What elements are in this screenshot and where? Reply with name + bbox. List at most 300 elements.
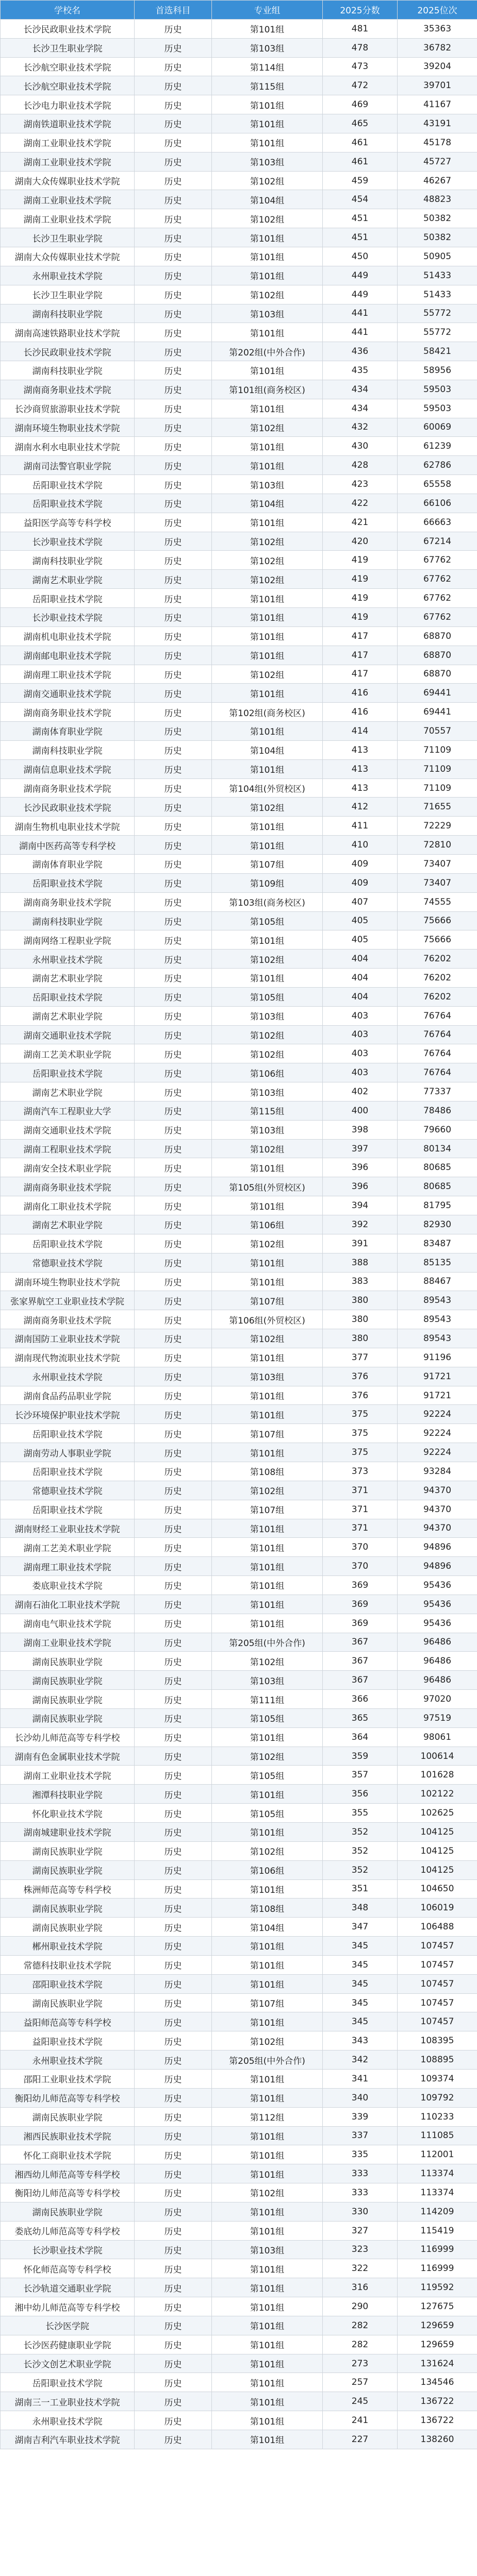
cell-score: 413 [323, 740, 398, 759]
cell-school: 湘中幼儿师范高等专科学校 [1, 2297, 135, 2316]
cell-school: 湖南三一工业职业技术学院 [1, 2392, 135, 2411]
cell-subject: 历史 [135, 2145, 212, 2164]
cell-score: 419 [323, 551, 398, 570]
cell-group: 第205组(中外合作) [212, 2050, 323, 2070]
cell-subject: 历史 [135, 2316, 212, 2335]
cell-subject: 历史 [135, 1424, 212, 1443]
cell-group: 第101组 [212, 1823, 323, 1842]
cell-subject: 历史 [135, 475, 212, 494]
cell-rank: 102625 [398, 1804, 477, 1823]
cell-school: 湖南工程职业技术学院 [1, 1139, 135, 1158]
cell-score: 417 [323, 646, 398, 665]
table-row [1, 2392, 477, 2411]
cell-rank: 65558 [398, 475, 477, 494]
cell-group: 第103组 [212, 152, 323, 171]
cell-group: 第101组 [212, 2411, 323, 2430]
cell-score: 441 [323, 323, 398, 342]
cell-subject: 历史 [135, 1899, 212, 1918]
cell-subject: 历史 [135, 551, 212, 570]
cell-rank: 95436 [398, 1614, 477, 1633]
cell-school: 长沙职业技术学院 [1, 2240, 135, 2259]
cell-school: 长沙航空职业技术学院 [1, 76, 135, 95]
cell-score: 454 [323, 190, 398, 209]
cell-group: 第101组 [212, 2012, 323, 2031]
cell-subject: 历史 [135, 323, 212, 342]
cell-rank: 67762 [398, 608, 477, 627]
cell-rank: 78486 [398, 1101, 477, 1120]
cell-group: 第101组 [212, 228, 323, 247]
cell-subject: 历史 [135, 1272, 212, 1291]
cell-school: 湖南科技职业学院 [1, 551, 135, 570]
cell-group: 第101组 [212, 437, 323, 456]
cell-group: 第101组 [212, 1519, 323, 1538]
table-row [1, 1557, 477, 1576]
cell-school: 张家界航空工业职业技术学院 [1, 1291, 135, 1310]
cell-school: 湖南商务职业技术学院 [1, 1310, 135, 1329]
table-row [1, 2373, 477, 2392]
cell-school: 湖南理工职业技术学院 [1, 1557, 135, 1576]
cell-school: 岳阳职业技术学院 [1, 1424, 135, 1443]
cell-score: 449 [323, 285, 398, 304]
cell-rank: 72810 [398, 836, 477, 855]
cell-score: 375 [323, 1405, 398, 1424]
cell-subject: 历史 [135, 19, 212, 38]
cell-score: 373 [323, 1462, 398, 1481]
cell-rank: 67762 [398, 570, 477, 589]
cell-subject: 历史 [135, 2411, 212, 2430]
cell-group: 第105组 [212, 911, 323, 930]
cell-subject: 历史 [135, 361, 212, 380]
cell-group: 第101组 [212, 1727, 323, 1747]
cell-subject: 历史 [135, 1082, 212, 1101]
cell-rank: 75666 [398, 911, 477, 930]
cell-rank: 76202 [398, 969, 477, 988]
cell-subject: 历史 [135, 817, 212, 836]
cell-rank: 58421 [398, 342, 477, 361]
cell-group: 第101组 [212, 1386, 323, 1405]
cell-school: 湖南电气职业技术学院 [1, 1614, 135, 1633]
cell-rank: 112001 [398, 2145, 477, 2164]
cell-subject: 历史 [135, 1386, 212, 1405]
cell-group: 第102组 [212, 570, 323, 589]
cell-subject: 历史 [135, 1025, 212, 1044]
cell-rank: 91721 [398, 1386, 477, 1405]
cell-group: 第101组 [212, 2088, 323, 2107]
cell-school: 湖南工业职业技术学院 [1, 133, 135, 152]
cell-group: 第107组 [212, 854, 323, 873]
cell-school: 永州职业技术学院 [1, 950, 135, 969]
cell-rank: 76764 [398, 1044, 477, 1063]
cell-school: 怀化师范高等专科学校 [1, 2259, 135, 2278]
cell-score: 245 [323, 2392, 398, 2411]
cell-group: 第101组 [212, 2297, 323, 2316]
cell-score: 352 [323, 1823, 398, 1842]
cell-score: 341 [323, 2069, 398, 2088]
cell-group: 第102组 [212, 798, 323, 817]
cell-subject: 历史 [135, 418, 212, 437]
cell-subject: 历史 [135, 1177, 212, 1196]
cell-school: 湖南环境生物职业技术学院 [1, 1272, 135, 1291]
cell-school: 岳阳职业技术学院 [1, 873, 135, 892]
cell-rank: 134546 [398, 2373, 477, 2392]
cell-score: 428 [323, 456, 398, 475]
cell-group: 第101组 [212, 2335, 323, 2354]
cell-rank: 67762 [398, 589, 477, 608]
cell-school: 娄底职业技术学院 [1, 1576, 135, 1595]
cell-score: 404 [323, 969, 398, 988]
cell-rank: 60069 [398, 418, 477, 437]
cell-school: 湖南民族职业学院 [1, 1671, 135, 1690]
cell-subject: 历史 [135, 1329, 212, 1348]
cell-group: 第102组 [212, 1652, 323, 1671]
table-row [1, 1879, 477, 1899]
cell-school: 湘西民族职业技术学院 [1, 2126, 135, 2145]
table-row [1, 2354, 477, 2373]
cell-subject: 历史 [135, 2202, 212, 2221]
cell-rank: 71109 [398, 759, 477, 778]
cell-school: 湖南工业职业技术学院 [1, 152, 135, 171]
table-row [1, 38, 477, 57]
cell-score: 432 [323, 418, 398, 437]
cell-score: 405 [323, 930, 398, 950]
cell-group: 第101组 [212, 2354, 323, 2373]
cell-group: 第101组 [212, 1879, 323, 1899]
cell-subject: 历史 [135, 2297, 212, 2316]
cell-school: 湖南工业职业技术学院 [1, 1766, 135, 1785]
cell-school: 湖南体育职业学院 [1, 854, 135, 873]
cell-school: 湖南商务职业技术学院 [1, 380, 135, 399]
cell-score: 473 [323, 57, 398, 76]
cell-rank: 95436 [398, 1595, 477, 1614]
header-subject: 首选科目 [135, 1, 212, 20]
cell-subject: 历史 [135, 1633, 212, 1652]
cell-school: 湖南体育职业学院 [1, 722, 135, 741]
table-row [1, 1595, 477, 1614]
cell-subject: 历史 [135, 304, 212, 323]
cell-score: 365 [323, 1708, 398, 1727]
cell-score: 461 [323, 152, 398, 171]
cell-score: 342 [323, 2050, 398, 2070]
cell-group: 第101组 [212, 2392, 323, 2411]
cell-group: 第101组 [212, 1405, 323, 1424]
table-row [1, 722, 477, 741]
table-row [1, 1139, 477, 1158]
cell-rank: 46267 [398, 171, 477, 190]
table-row [1, 930, 477, 950]
table-row [1, 342, 477, 361]
cell-school: 湖南科技职业学院 [1, 361, 135, 380]
cell-group: 第101组 [212, 1272, 323, 1291]
cell-group: 第101组 [212, 456, 323, 475]
cell-score: 241 [323, 2411, 398, 2430]
cell-school: 常德科技职业技术学院 [1, 1955, 135, 1974]
cell-rank: 97519 [398, 1708, 477, 1727]
cell-rank: 113374 [398, 2183, 477, 2202]
cell-subject: 历史 [135, 2069, 212, 2088]
cell-subject: 历史 [135, 1727, 212, 1747]
table-row [1, 665, 477, 684]
cell-score: 421 [323, 513, 398, 532]
cell-subject: 历史 [135, 1879, 212, 1899]
cell-subject: 历史 [135, 1671, 212, 1690]
cell-school: 益阳职业技术学院 [1, 2031, 135, 2050]
table-row [1, 892, 477, 911]
cell-school: 长沙幼儿师范高等专科学校 [1, 1727, 135, 1747]
cell-rank: 100614 [398, 1747, 477, 1766]
cell-subject: 历史 [135, 1405, 212, 1424]
cell-rank: 116999 [398, 2240, 477, 2259]
cell-score: 410 [323, 836, 398, 855]
cell-subject: 历史 [135, 1595, 212, 1614]
cell-score: 449 [323, 266, 398, 285]
cell-subject: 历史 [135, 2050, 212, 2070]
cell-score: 417 [323, 665, 398, 684]
table-row [1, 1158, 477, 1177]
cell-score: 380 [323, 1329, 398, 1348]
cell-school: 岳阳职业技术学院 [1, 1234, 135, 1253]
cell-rank: 85135 [398, 1253, 477, 1272]
cell-subject: 历史 [135, 57, 212, 76]
cell-group: 第103组 [212, 304, 323, 323]
table-row [1, 2240, 477, 2259]
table-row [1, 1652, 477, 1671]
cell-rank: 66106 [398, 494, 477, 513]
cell-rank: 35363 [398, 19, 477, 38]
cell-subject: 历史 [135, 456, 212, 475]
cell-group: 第104组 [212, 740, 323, 759]
cell-group: 第109组 [212, 873, 323, 892]
table-row [1, 19, 477, 38]
cell-school: 湘西幼儿师范高等专科学校 [1, 2164, 135, 2183]
cell-score: 419 [323, 608, 398, 627]
cell-group: 第112组 [212, 2107, 323, 2126]
cell-score: 472 [323, 76, 398, 95]
cell-subject: 历史 [135, 171, 212, 190]
cell-group: 第101组 [212, 836, 323, 855]
cell-group: 第102组 [212, 1234, 323, 1253]
cell-subject: 历史 [135, 2107, 212, 2126]
cell-group: 第104组 [212, 1918, 323, 1937]
cell-rank: 102122 [398, 1785, 477, 1804]
cell-score: 420 [323, 532, 398, 551]
cell-group: 第101组 [212, 2278, 323, 2297]
cell-rank: 109374 [398, 2069, 477, 2088]
cell-group: 第102组 [212, 1841, 323, 1860]
cell-school: 永州职业技术学院 [1, 1367, 135, 1386]
table-row [1, 2297, 477, 2316]
cell-rank: 111085 [398, 2126, 477, 2145]
cell-subject: 历史 [135, 2031, 212, 2050]
cell-group: 第101组 [212, 1785, 323, 1804]
cell-score: 357 [323, 1766, 398, 1785]
cell-score: 369 [323, 1576, 398, 1595]
cell-group: 第101组 [212, 133, 323, 152]
cell-subject: 历史 [135, 626, 212, 646]
cell-subject: 历史 [135, 589, 212, 608]
cell-subject: 历史 [135, 1557, 212, 1576]
cell-school: 湖南水利水电职业技术学院 [1, 437, 135, 456]
cell-group: 第103组 [212, 1082, 323, 1101]
cell-rank: 96486 [398, 1633, 477, 1652]
header-score: 2025分数 [323, 1, 398, 20]
cell-group: 第103组 [212, 38, 323, 57]
cell-rank: 83487 [398, 1234, 477, 1253]
cell-subject: 历史 [135, 2335, 212, 2354]
cell-subject: 历史 [135, 1044, 212, 1063]
cell-group: 第101组 [212, 95, 323, 114]
cell-group: 第105组(外贸校区) [212, 1177, 323, 1196]
cell-rank: 71109 [398, 740, 477, 759]
table-row [1, 380, 477, 399]
table-row [1, 2145, 477, 2164]
cell-school: 湖南机电职业技术学院 [1, 626, 135, 646]
cell-score: 371 [323, 1500, 398, 1519]
cell-score: 413 [323, 759, 398, 778]
cell-school: 湖南化工职业技术学院 [1, 1196, 135, 1215]
cell-score: 347 [323, 1918, 398, 1937]
cell-school: 湖南邮电职业技术学院 [1, 646, 135, 665]
cell-subject: 历史 [135, 722, 212, 741]
cell-score: 409 [323, 854, 398, 873]
cell-rank: 59503 [398, 380, 477, 399]
cell-score: 411 [323, 817, 398, 836]
cell-school: 永州职业技术学院 [1, 2050, 135, 2070]
cell-school: 湖南商务职业技术学院 [1, 703, 135, 722]
cell-group: 第108组 [212, 1899, 323, 1918]
cell-subject: 历史 [135, 608, 212, 627]
cell-score: 403 [323, 1006, 398, 1025]
table-row [1, 1804, 477, 1823]
cell-score: 371 [323, 1519, 398, 1538]
table-row [1, 304, 477, 323]
cell-school: 湖南食品药品职业学院 [1, 1386, 135, 1405]
cell-rank: 110233 [398, 2107, 477, 2126]
cell-rank: 107457 [398, 2012, 477, 2031]
cell-score: 441 [323, 304, 398, 323]
cell-subject: 历史 [135, 2392, 212, 2411]
cell-rank: 68870 [398, 665, 477, 684]
cell-subject: 历史 [135, 1443, 212, 1462]
cell-subject: 历史 [135, 892, 212, 911]
cell-rank: 115419 [398, 2221, 477, 2240]
table-row [1, 1937, 477, 1956]
cell-subject: 历史 [135, 2430, 212, 2449]
cell-rank: 107457 [398, 1955, 477, 1974]
cell-group: 第101组 [212, 513, 323, 532]
cell-school: 湖南科技职业学院 [1, 740, 135, 759]
cell-score: 404 [323, 987, 398, 1006]
cell-school: 湖南商务职业技术学院 [1, 1177, 135, 1196]
cell-score: 403 [323, 1025, 398, 1044]
cell-subject: 历史 [135, 1804, 212, 1823]
cell-group: 第101组 [212, 19, 323, 38]
cell-group: 第102组 [212, 171, 323, 190]
table-row [1, 1576, 477, 1595]
cell-score: 396 [323, 1158, 398, 1177]
cell-subject: 历史 [135, 1500, 212, 1519]
cell-rank: 109792 [398, 2088, 477, 2107]
cell-school: 怀化职业技术学院 [1, 1804, 135, 1823]
cell-group: 第101组 [212, 266, 323, 285]
cell-score: 423 [323, 475, 398, 494]
cell-group: 第104组 [212, 190, 323, 209]
cell-rank: 36782 [398, 38, 477, 57]
cell-score: 392 [323, 1215, 398, 1234]
cell-rank: 104125 [398, 1823, 477, 1842]
table-row [1, 987, 477, 1006]
cell-score: 364 [323, 1727, 398, 1747]
cell-rank: 73407 [398, 854, 477, 873]
cell-school: 常德职业技术学院 [1, 1481, 135, 1500]
cell-score: 414 [323, 722, 398, 741]
table-row [1, 1291, 477, 1310]
cell-subject: 历史 [135, 38, 212, 57]
cell-school: 湖南科技职业学院 [1, 911, 135, 930]
cell-group: 第102组 [212, 665, 323, 684]
cell-rank: 76202 [398, 950, 477, 969]
cell-school: 长沙商贸旅游职业技术学院 [1, 399, 135, 418]
cell-subject: 历史 [135, 1955, 212, 1974]
cell-rank: 50382 [398, 228, 477, 247]
table-row [1, 2183, 477, 2202]
cell-group: 第102组 [212, 1025, 323, 1044]
cell-subject: 历史 [135, 570, 212, 589]
cell-score: 416 [323, 684, 398, 703]
cell-school: 湖南城建职业技术学院 [1, 1823, 135, 1842]
cell-school: 湖南民族职业学院 [1, 1708, 135, 1727]
cell-rank: 91721 [398, 1367, 477, 1386]
cell-rank: 119592 [398, 2278, 477, 2297]
cell-rank: 129659 [398, 2335, 477, 2354]
cell-group: 第101组 [212, 1443, 323, 1462]
cell-school: 邵阳职业技术学院 [1, 1974, 135, 1993]
cell-score: 257 [323, 2373, 398, 2392]
cell-rank: 76764 [398, 1063, 477, 1082]
cell-subject: 历史 [135, 1139, 212, 1158]
table-row [1, 608, 477, 627]
table-row [1, 95, 477, 114]
cell-score: 348 [323, 1899, 398, 1918]
cell-school: 长沙医学院 [1, 2316, 135, 2335]
cell-rank: 39701 [398, 76, 477, 95]
cell-group: 第101组 [212, 114, 323, 133]
cell-school: 湖南劳动人事职业学院 [1, 1443, 135, 1462]
table-row [1, 1538, 477, 1557]
cell-score: 465 [323, 114, 398, 133]
table-row [1, 969, 477, 988]
table-row [1, 854, 477, 873]
cell-subject: 历史 [135, 152, 212, 171]
cell-subject: 历史 [135, 646, 212, 665]
cell-rank: 61239 [398, 437, 477, 456]
table-row [1, 2278, 477, 2297]
cell-rank: 74555 [398, 892, 477, 911]
cell-subject: 历史 [135, 247, 212, 266]
table-row [1, 2164, 477, 2183]
cell-group: 第202组(中外合作) [212, 342, 323, 361]
cell-rank: 67214 [398, 532, 477, 551]
table-row [1, 2259, 477, 2278]
cell-score: 388 [323, 1253, 398, 1272]
cell-group: 第101组 [212, 608, 323, 627]
cell-score: 459 [323, 171, 398, 190]
cell-group: 第101组 [212, 759, 323, 778]
table-row [1, 1993, 477, 2012]
cell-school: 湖南民族职业学院 [1, 1860, 135, 1879]
cell-school: 长沙民政职业技术学院 [1, 19, 135, 38]
cell-group: 第104组(外贸校区) [212, 778, 323, 798]
cell-group: 第101组 [212, 2069, 323, 2088]
